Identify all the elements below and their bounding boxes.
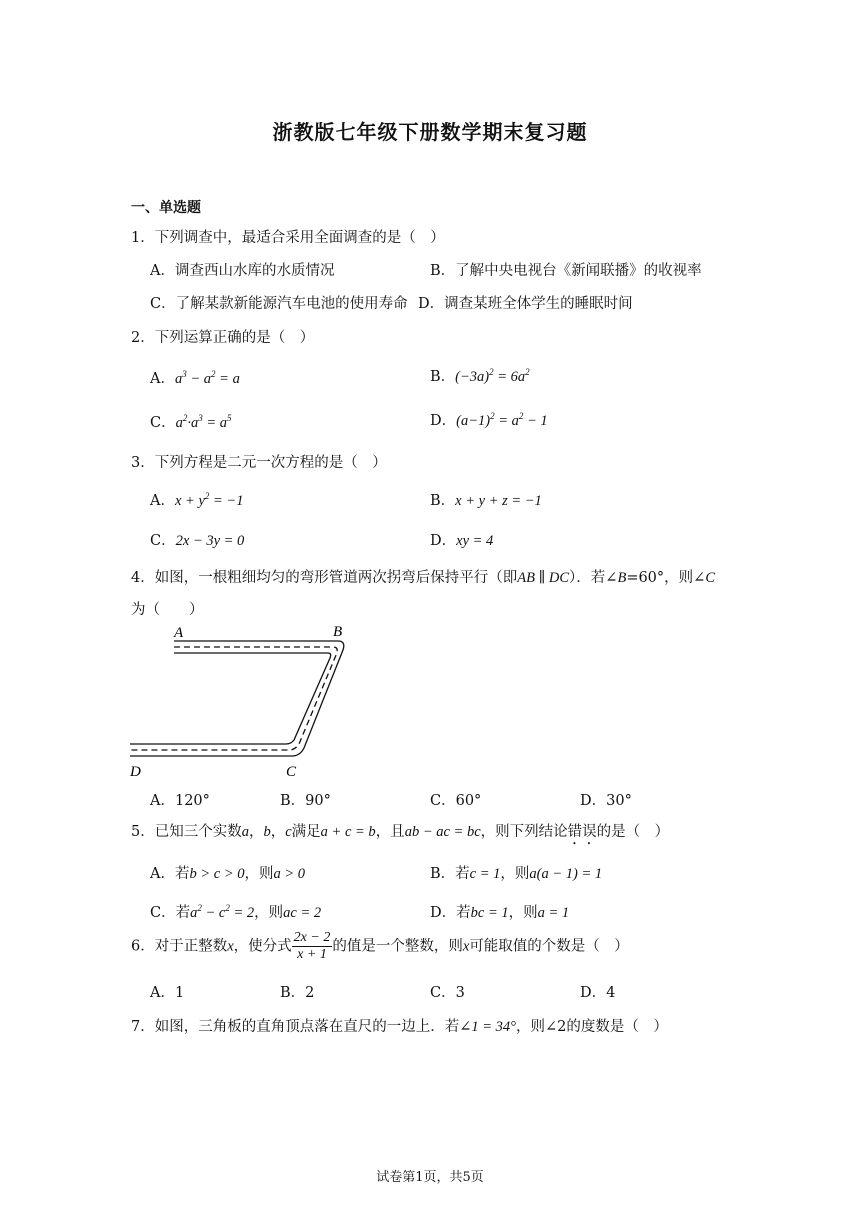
q1-option-c: C．了解某款新能源汽车电池的使用寿命	[150, 296, 408, 312]
q3-option-b: B．x + y + z = −1	[430, 493, 542, 509]
pipe-inner-edge	[130, 653, 331, 744]
q6-option-d: D．4	[580, 985, 616, 1001]
q5-option-a: A．若b > c > 0，则a > 0	[150, 866, 306, 882]
q6-option-b: B．2	[280, 985, 315, 1001]
fraction: $\frac{2x - 2}{x + 1}$	[293, 930, 331, 962]
question-4-stem-line1: 4．如图，一根粗细均匀的弯形管道两次拐弯后保持平行（即AB ∥ DC）．若∠B=60°，则∠C	[131, 570, 715, 586]
pipe-center-line	[130, 647, 337, 750]
label-c: C	[286, 764, 297, 780]
q4-option-b: B．90°	[280, 793, 331, 809]
q2-option-c: C．$a^2\cdot a^3 = a^5$	[150, 413, 232, 431]
question-5-stem: 5．已知三个实数a，b，c满足a + c = b，且ab − ac = bc，则下列结论错误的是（ ）	[131, 824, 670, 840]
label-d: D	[130, 764, 141, 780]
q6-option-c: C．3	[430, 985, 465, 1001]
q2-option-a: A．$a^3 - a^2 = a$	[150, 369, 240, 387]
q1-option-b: B．了解中央电视台《新闻联播》的收视率	[430, 263, 702, 279]
question-1-stem: 1．下列调查中，最适合采用全面调查的是（ ）	[131, 230, 445, 246]
q2-option-b: B．$(-3a)^2 = 6a^2$	[430, 367, 530, 385]
q3-option-a: A．$x + y^2 = -1$	[150, 491, 244, 509]
q6-option-a: A．1	[150, 985, 185, 1001]
q4-option-c: C．60°	[430, 793, 482, 809]
q5-option-c: C．若$a^2 - c^2 = 2$，则ac = 2	[150, 903, 322, 921]
q4-option-a: A．120°	[150, 793, 210, 809]
section-heading: 一、单选题	[131, 200, 201, 216]
q3-option-d: D．xy = 4	[430, 533, 494, 549]
q3-option-c: C．2x − 3y = 0	[150, 533, 245, 549]
q1-option-d: D．调查某班全体学生的睡眠时间	[418, 296, 633, 312]
page-footer: 试卷第1页，共5页	[376, 1170, 484, 1185]
q5-option-b: B．若c = 1，则a(a − 1) = 1	[430, 866, 603, 882]
label-a: A	[174, 625, 184, 641]
q5-option-d: D．若bc = 1，则a = 1	[430, 905, 570, 921]
question-4-stem-line2: 为（ ）	[131, 602, 204, 618]
pipe-figure	[128, 622, 358, 782]
question-3-stem: 3．下列方程是二元一次方程的是（ ）	[131, 455, 387, 471]
q2-option-d: D．$(a-1)^2 = a^2 - 1$	[430, 411, 548, 429]
question-7-stem: 7．如图，三角板的直角顶点落在直尺的一边上．若∠1 = 34°，则∠2的度数是（ ）	[131, 1019, 668, 1035]
label-b: B	[333, 624, 343, 640]
question-6-stem: 6．对于正整数x，使分式 $\frac{2x - 2}{x + 1}$ 的值是一个整数，则x可能取值的个数是（ ）	[131, 930, 629, 962]
question-2-stem: 2．下列运算正确的是（ ）	[131, 330, 315, 346]
q4-option-d: D．30°	[580, 793, 632, 809]
page-title: 浙教版七年级下册数学期末复习题	[272, 120, 588, 144]
q1-option-a: A．调查西山水库的水质情况	[150, 263, 335, 279]
